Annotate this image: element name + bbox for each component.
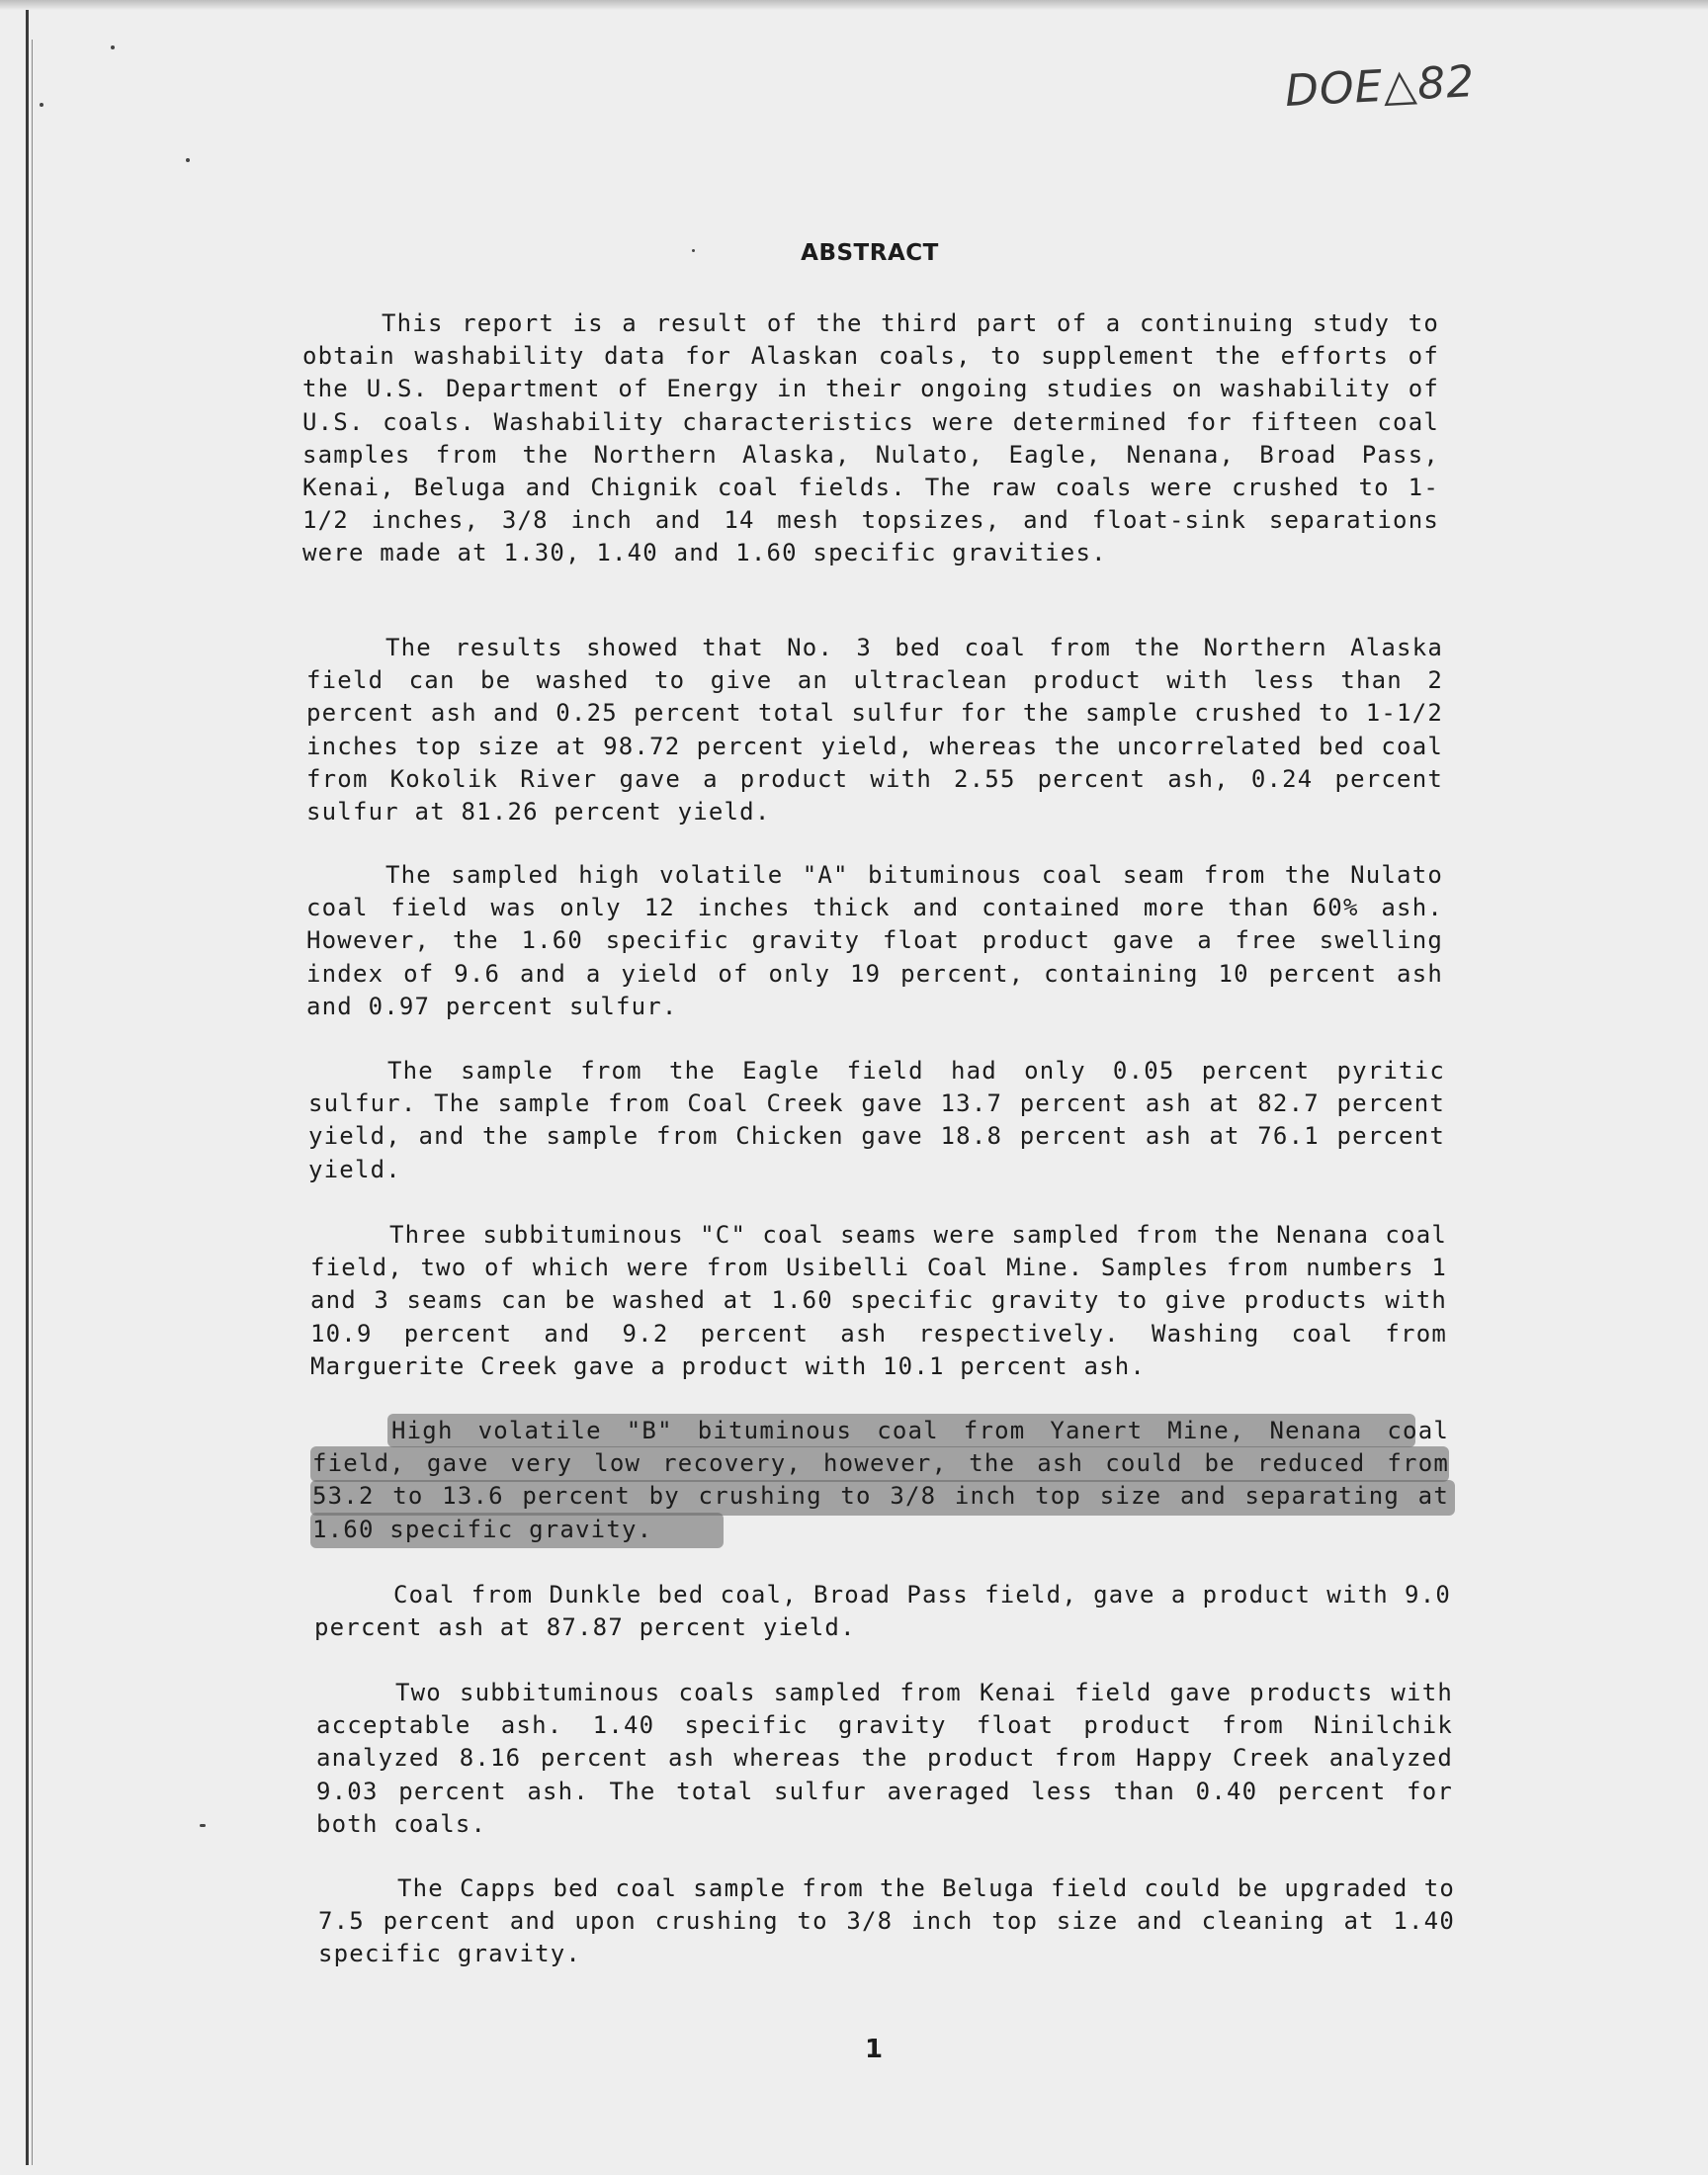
scan-top-edge [0, 0, 1708, 10]
abstract-paragraph-1: This report is a result of the third part of a continuing study to obtain washability data for Alaskan coals, to supplement the efforts of the U.S. Department of Energy in their ongoing studies on washability of U.S. coals. Washability characteristics were determined for fifteen coal samples from the Northern Alaska, Nulato, Eagle, Nenana, Broad Pass, Kenai, Beluga and Chignik coal fields. The raw coals were crushed to 1-1/2 inches, 3/8 inch and 14 mesh topsizes, and float-sink separations were made at 1.30, 1.40 and 1.60 specific gravities. [302, 309, 1439, 567]
abstract-paragraph-4: The sample from the Eagle field had only 0.05 percent pyritic sulfur. The sample from Coal Creek gave 13.7 percent ash at 82.7 percent yield, and the sample from Chicken gave 18.8 percent ash at 76.1 percent yield. [308, 1057, 1445, 1183]
scan-speck [186, 158, 190, 162]
abstract-paragraph-2: The results showed that No. 3 bed coal from the Northern Alaska field can be washed to give an ultraclean product with less than 2 percent ash and 0.25 percent total sulfur for the sample crushed to 1-1/2 inches top size at 98.72 percent yield, whereas the uncorrelated bed coal from Kokolik River gave a product with 2.55 percent ash, 0.24 percent sulfur at 81.26 percent yield. [306, 634, 1443, 826]
scan-binding-shadow [32, 40, 33, 2165]
abstract-paragraph-8: Two subbituminous coals sampled from Kenai field gave products with acceptable ash. 1.40 specific gravity float product from Ninilchik analyzed 8.16 percent ash whereas the product from Happy Creek analyzed 9.03 percent ash. The total sulfur averaged less than 0.40 percent for both coals. [316, 1679, 1453, 1838]
scan-speck [200, 1824, 206, 1827]
abstract-paragraph-3: The sampled high volatile "A" bituminous coal seam from the Nulato coal field was only 12 inches thick and contained more than 60% ash. However, the 1.60 specific gravity float product gave a free swelling index of 9.6 and a yield of only 19 percent, containing 10 percent ash and 0.97 percent sulfur. [306, 861, 1443, 1020]
scan-binding-edge [26, 10, 29, 2165]
page-title: ABSTRACT [801, 240, 939, 266]
scan-speck [40, 103, 43, 107]
abstract-paragraph-7: Coal from Dunkle bed coal, Broad Pass field, gave a product with 9.0 percent ash at 87.87 percent yield. [314, 1581, 1451, 1642]
handwritten-note: DOE△82 [1283, 56, 1477, 117]
scan-speck [111, 45, 115, 49]
abstract-paragraph-5: Three subbituminous "C" coal seams were sampled from the Nenana coal field, two of which were from Usibelli Coal Mine. Samples from numbers 1 and 3 seams can be washed at 1.60 specific gravity to give products with 10.9 percent and 9.2 percent ash respectively. Washing coal from Marguerite Creek gave a product with 10.1 percent ash. [310, 1221, 1447, 1380]
page-number: 1 [864, 2035, 884, 2064]
abstract-paragraph-6-highlighted: High volatile "B" bituminous coal from Yanert Mine, Nenana coal field, gave very low recovery, however, the ash could be reduced from 53.2 to 13.6 percent by crushing to 3/8 inch top size and separating at 1.60 specific gravity. [312, 1417, 1449, 1543]
abstract-paragraph-9: The Capps bed coal sample from the Beluga field could be upgraded to 7.5 percent and upon crushing to 3/8 inch top size and cleaning at 1.40 specific gravity. [318, 1874, 1455, 1968]
